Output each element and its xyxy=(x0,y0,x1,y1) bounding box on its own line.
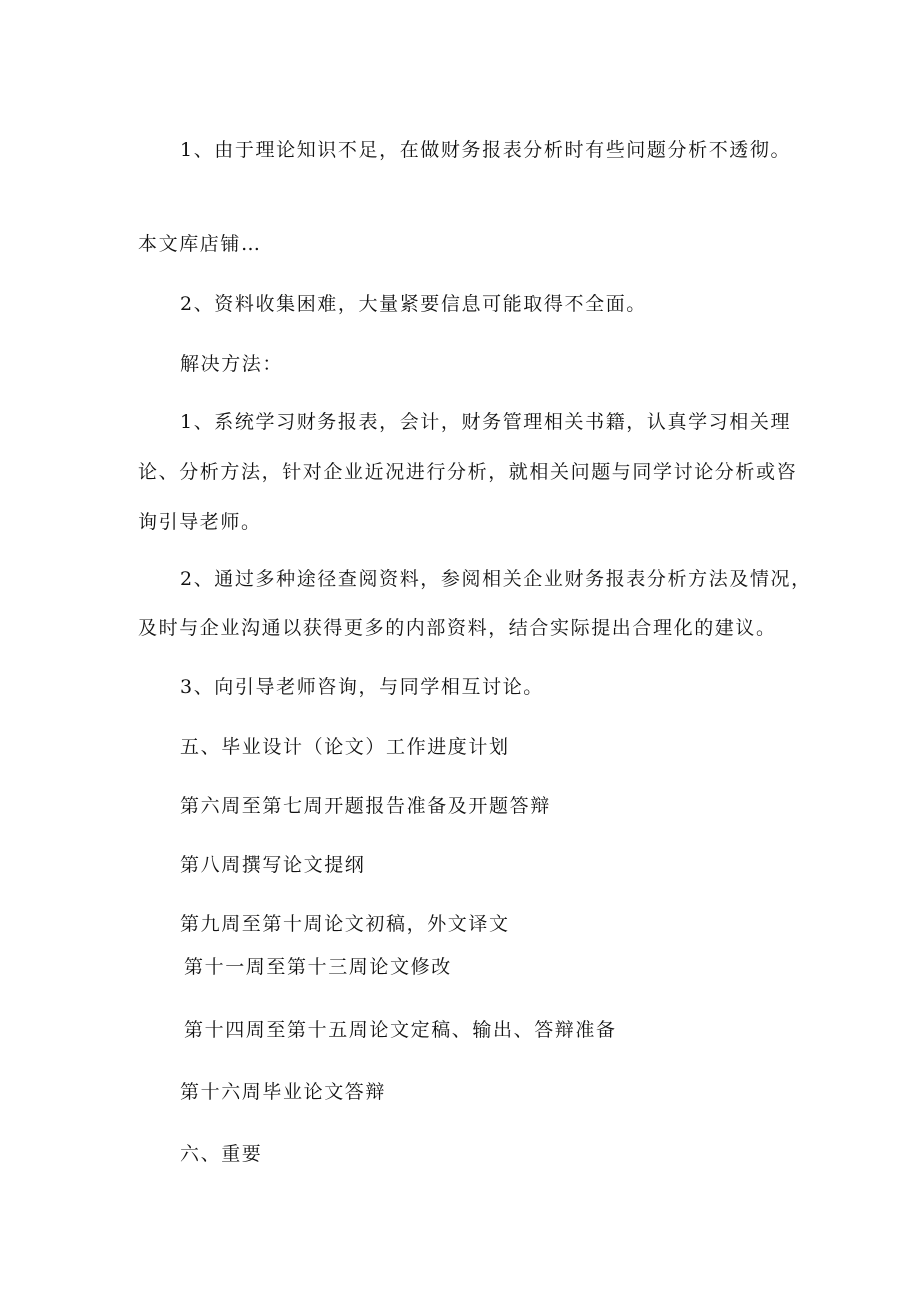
paragraph-solution-2-line-2: 及时与企业沟通以获得更多的内部资料，结合实际提出合理化的建议。 xyxy=(138,617,777,639)
schedule-item-1: 第六周至第七周开题报告准备及开题答辩 xyxy=(180,795,551,817)
schedule-item-4: 第十一周至第十三周论文修改 xyxy=(184,956,452,978)
schedule-item-3: 第九周至第十周论文初稿，外文译文 xyxy=(180,913,510,935)
paragraph-solution-1-line-3: 询引导老师。 xyxy=(138,511,262,533)
schedule-item-6: 第十六周毕业论文答辩 xyxy=(180,1081,387,1103)
heading-schedule: 五、毕业设计（论文）工作进度计划 xyxy=(180,736,510,758)
paragraph-solution-2-line-1: 2、通过多种途径查阅资料，参阅相关企业财务报表分析方法及情况， xyxy=(180,568,812,590)
paragraph-problem-2: 2、资料收集困难，大量紧要信息可能取得不全面。 xyxy=(180,293,647,315)
paragraph-solution-1-line-1: 1、系统学习财务报表，会计，财务管理相关书籍，认真学习相关理 xyxy=(180,411,792,433)
paragraph-problem-1: 1、由于理论知识不足，在做财务报表分析时有些问题分析不透彻。 xyxy=(180,139,792,161)
store-note: 本文库店铺… xyxy=(138,233,262,255)
schedule-item-5: 第十四周至第十五周论文定稿、输出、答辩准备 xyxy=(184,1019,617,1041)
heading-section-six: 六、重要 xyxy=(180,1143,263,1165)
paragraph-solution-3: 3、向引导老师咨询，与同学相互讨论。 xyxy=(180,676,544,698)
heading-solutions: 解决方法： xyxy=(180,353,284,375)
schedule-item-2: 第八周撰写论文提纲 xyxy=(180,854,366,876)
paragraph-solution-1-line-2: 论、分析方法，针对企业近况进行分析，就相关问题与同学讨论分析或咨 xyxy=(138,461,798,483)
